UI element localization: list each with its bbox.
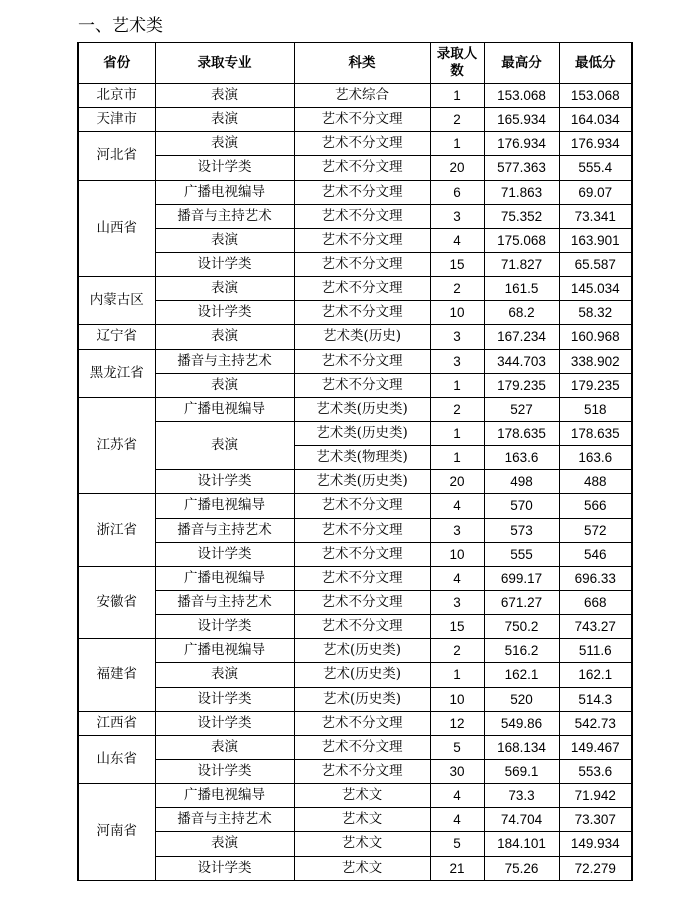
- category-cell: 艺术不分文理: [294, 252, 430, 276]
- table-row: [78, 470, 632, 494]
- major-cell: 广播电视编导: [155, 639, 294, 663]
- count-cell: 1: [430, 373, 484, 397]
- table-row: [78, 808, 632, 832]
- major-cell: 表演: [155, 325, 294, 349]
- count-cell: 4: [430, 494, 484, 518]
- category-cell: 艺术(历史类): [294, 663, 430, 687]
- major-cell: 播音与主持艺术: [155, 808, 294, 832]
- province-cell: 天津市: [78, 108, 155, 132]
- min-score-cell: 572: [559, 518, 632, 542]
- table-row: [78, 421, 632, 445]
- table-row: [78, 832, 632, 856]
- category-cell: 艺术文: [294, 784, 430, 808]
- category-cell: 艺术不分文理: [294, 277, 430, 301]
- province-cell: 山西省: [78, 180, 155, 277]
- min-score-cell: 149.934: [559, 832, 632, 856]
- table-row: [78, 735, 632, 759]
- max-score-cell: 569.1: [484, 759, 559, 783]
- max-score-cell: 516.2: [484, 639, 559, 663]
- min-score-cell: 546: [559, 542, 632, 566]
- min-score-cell: 514.3: [559, 687, 632, 711]
- min-score-cell: 58.32: [559, 301, 632, 325]
- category-cell: 艺术不分文理: [294, 759, 430, 783]
- major-cell: 播音与主持艺术: [155, 590, 294, 614]
- min-score-cell: 73.307: [559, 808, 632, 832]
- max-score-cell: 176.934: [484, 132, 559, 156]
- min-score-cell: 153.068: [559, 84, 632, 108]
- count-cell: 20: [430, 156, 484, 180]
- major-cell: 设计学类: [155, 301, 294, 325]
- max-score-cell: 573: [484, 518, 559, 542]
- category-cell: 艺术不分文理: [294, 204, 430, 228]
- max-score-cell: 671.27: [484, 590, 559, 614]
- min-score-cell: 176.934: [559, 132, 632, 156]
- major-cell: 表演: [155, 373, 294, 397]
- major-cell: 表演: [155, 228, 294, 252]
- min-score-cell: 511.6: [559, 639, 632, 663]
- header-major: 录取专业: [155, 43, 294, 84]
- max-score-cell: 71.863: [484, 180, 559, 204]
- table-row: [78, 615, 632, 639]
- table-row: [78, 132, 632, 156]
- count-cell: 20: [430, 470, 484, 494]
- min-score-cell: 179.235: [559, 373, 632, 397]
- category-cell: 艺术不分文理: [294, 373, 430, 397]
- category-cell: 艺术不分文理: [294, 566, 430, 590]
- count-cell: 3: [430, 325, 484, 349]
- min-score-cell: 149.467: [559, 735, 632, 759]
- min-score-cell: 553.6: [559, 759, 632, 783]
- max-score-cell: 555: [484, 542, 559, 566]
- category-cell: 艺术不分文理: [294, 156, 430, 180]
- table-row: [78, 325, 632, 349]
- count-cell: 3: [430, 204, 484, 228]
- min-score-cell: 518: [559, 397, 632, 421]
- province-cell: 辽宁省: [78, 325, 155, 349]
- table-row: [78, 228, 632, 252]
- category-cell: 艺术类(历史类): [294, 421, 430, 445]
- major-cell: 设计学类: [155, 856, 294, 880]
- table-row: [78, 759, 632, 783]
- province-cell: 浙江省: [78, 494, 155, 566]
- count-cell: 4: [430, 784, 484, 808]
- min-score-cell: 488: [559, 470, 632, 494]
- max-score-cell: 73.3: [484, 784, 559, 808]
- max-score-cell: 750.2: [484, 615, 559, 639]
- major-cell: 设计学类: [155, 252, 294, 276]
- min-score-cell: 743.27: [559, 615, 632, 639]
- max-score-cell: 520: [484, 687, 559, 711]
- max-score-cell: 168.134: [484, 735, 559, 759]
- count-cell: 10: [430, 301, 484, 325]
- max-score-cell: 163.6: [484, 446, 559, 470]
- min-score-cell: 162.1: [559, 663, 632, 687]
- count-cell: 1: [430, 663, 484, 687]
- major-cell: 广播电视编导: [155, 784, 294, 808]
- category-cell: 艺术文: [294, 832, 430, 856]
- category-cell: 艺术不分文理: [294, 590, 430, 614]
- table-row: [78, 397, 632, 421]
- major-cell: 播音与主持艺术: [155, 518, 294, 542]
- count-cell: 12: [430, 711, 484, 735]
- category-cell: 艺术(历史类): [294, 639, 430, 663]
- max-score-cell: 75.352: [484, 204, 559, 228]
- max-score-cell: 699.17: [484, 566, 559, 590]
- category-cell: 艺术不分文理: [294, 542, 430, 566]
- min-score-cell: 566: [559, 494, 632, 518]
- min-score-cell: 163.901: [559, 228, 632, 252]
- category-cell: 艺术不分文理: [294, 180, 430, 204]
- table-row: [78, 252, 632, 276]
- province-cell: 内蒙古区: [78, 277, 155, 325]
- min-score-cell: 65.587: [559, 252, 632, 276]
- max-score-cell: 71.827: [484, 252, 559, 276]
- major-cell: 广播电视编导: [155, 566, 294, 590]
- province-cell: 河南省: [78, 784, 155, 881]
- major-cell: 表演: [155, 108, 294, 132]
- category-cell: 艺术类(历史类): [294, 397, 430, 421]
- count-cell: 15: [430, 252, 484, 276]
- count-cell: 10: [430, 542, 484, 566]
- min-score-cell: 69.07: [559, 180, 632, 204]
- category-cell: 艺术综合: [294, 84, 430, 108]
- count-cell: 1: [430, 446, 484, 470]
- min-score-cell: 696.33: [559, 566, 632, 590]
- category-cell: 艺术不分文理: [294, 301, 430, 325]
- major-cell: 设计学类: [155, 711, 294, 735]
- min-score-cell: 71.942: [559, 784, 632, 808]
- min-score-cell: 542.73: [559, 711, 632, 735]
- max-score-cell: 549.86: [484, 711, 559, 735]
- count-cell: 4: [430, 228, 484, 252]
- header-min-score: 最低分: [559, 43, 632, 84]
- major-cell: 设计学类: [155, 759, 294, 783]
- min-score-cell: 72.279: [559, 856, 632, 880]
- table-row: [78, 301, 632, 325]
- table-row: [78, 687, 632, 711]
- major-cell: 播音与主持艺术: [155, 204, 294, 228]
- max-score-cell: 161.5: [484, 277, 559, 301]
- major-cell: 表演: [155, 663, 294, 687]
- table-row: [78, 373, 632, 397]
- header-count: 录取人数: [430, 43, 484, 84]
- count-cell: 2: [430, 639, 484, 663]
- major-cell: 设计学类: [155, 542, 294, 566]
- count-cell: 5: [430, 735, 484, 759]
- max-score-cell: 175.068: [484, 228, 559, 252]
- province-cell: 江苏省: [78, 397, 155, 494]
- table-row: [78, 566, 632, 590]
- table-row: [78, 349, 632, 373]
- major-cell: 表演: [155, 84, 294, 108]
- count-cell: 2: [430, 397, 484, 421]
- category-cell: 艺术不分文理: [294, 735, 430, 759]
- province-cell: 河北省: [78, 132, 155, 180]
- max-score-cell: 570: [484, 494, 559, 518]
- max-score-cell: 498: [484, 470, 559, 494]
- category-cell: 艺术类(物理类): [294, 446, 430, 470]
- major-cell: 设计学类: [155, 156, 294, 180]
- category-cell: 艺术不分文理: [294, 108, 430, 132]
- min-score-cell: 668: [559, 590, 632, 614]
- header-row: [78, 43, 632, 84]
- category-cell: 艺术不分文理: [294, 132, 430, 156]
- table-row: [78, 277, 632, 301]
- count-cell: 10: [430, 687, 484, 711]
- max-score-cell: 167.234: [484, 325, 559, 349]
- major-cell: 设计学类: [155, 615, 294, 639]
- category-cell: 艺术不分文理: [294, 518, 430, 542]
- category-cell: 艺术文: [294, 808, 430, 832]
- max-score-cell: 165.934: [484, 108, 559, 132]
- major-cell: 表演: [155, 832, 294, 856]
- major-cell: 广播电视编导: [155, 180, 294, 204]
- count-cell: 3: [430, 518, 484, 542]
- major-cell: 表演: [155, 277, 294, 301]
- max-score-cell: 184.101: [484, 832, 559, 856]
- count-cell: 4: [430, 566, 484, 590]
- table-row: [78, 84, 632, 108]
- max-score-cell: 344.703: [484, 349, 559, 373]
- table-row: [78, 856, 632, 880]
- min-score-cell: 178.635: [559, 421, 632, 445]
- max-score-cell: 75.26: [484, 856, 559, 880]
- min-score-cell: 163.6: [559, 446, 632, 470]
- min-score-cell: 164.034: [559, 108, 632, 132]
- category-cell: 艺术不分文理: [294, 349, 430, 373]
- category-cell: 艺术(历史类): [294, 687, 430, 711]
- section-heading: 一、艺术类: [78, 16, 163, 36]
- header-max-score: 最高分: [484, 43, 559, 84]
- count-cell: 1: [430, 421, 484, 445]
- major-cell: 表演: [155, 421, 294, 469]
- province-cell: 江西省: [78, 711, 155, 735]
- major-cell: 表演: [155, 132, 294, 156]
- max-score-cell: 68.2: [484, 301, 559, 325]
- table-row: [78, 590, 632, 614]
- min-score-cell: 145.034: [559, 277, 632, 301]
- table-body: [78, 84, 632, 881]
- table-row: [78, 180, 632, 204]
- category-cell: 艺术不分文理: [294, 228, 430, 252]
- category-cell: 艺术类(历史类): [294, 470, 430, 494]
- max-score-cell: 74.704: [484, 808, 559, 832]
- category-cell: 艺术不分文理: [294, 494, 430, 518]
- min-score-cell: 555.4: [559, 156, 632, 180]
- max-score-cell: 179.235: [484, 373, 559, 397]
- max-score-cell: 162.1: [484, 663, 559, 687]
- admission-table: [77, 42, 633, 881]
- table-row: [78, 156, 632, 180]
- major-cell: 表演: [155, 735, 294, 759]
- category-cell: 艺术文: [294, 856, 430, 880]
- table-row: [78, 518, 632, 542]
- header-category: 科类: [294, 43, 430, 84]
- table-row: [78, 494, 632, 518]
- table-row: [78, 784, 632, 808]
- table-row: [78, 711, 632, 735]
- count-cell: 1: [430, 84, 484, 108]
- table-row: [78, 639, 632, 663]
- min-score-cell: 338.902: [559, 349, 632, 373]
- major-cell: 广播电视编导: [155, 397, 294, 421]
- table-row: [78, 204, 632, 228]
- province-cell: 福建省: [78, 639, 155, 711]
- count-cell: 15: [430, 615, 484, 639]
- table-row: [78, 542, 632, 566]
- province-cell: 黑龙江省: [78, 349, 155, 397]
- min-score-cell: 160.968: [559, 325, 632, 349]
- max-score-cell: 527: [484, 397, 559, 421]
- count-cell: 3: [430, 590, 484, 614]
- count-cell: 2: [430, 108, 484, 132]
- count-cell: 2: [430, 277, 484, 301]
- max-score-cell: 577.363: [484, 156, 559, 180]
- count-cell: 30: [430, 759, 484, 783]
- count-cell: 3: [430, 349, 484, 373]
- table-row: [78, 108, 632, 132]
- max-score-cell: 178.635: [484, 421, 559, 445]
- province-cell: 安徽省: [78, 566, 155, 638]
- min-score-cell: 73.341: [559, 204, 632, 228]
- category-cell: 艺术不分文理: [294, 711, 430, 735]
- header-province: 省份: [78, 43, 155, 84]
- max-score-cell: 153.068: [484, 84, 559, 108]
- major-cell: 广播电视编导: [155, 494, 294, 518]
- province-cell: 山东省: [78, 735, 155, 783]
- category-cell: 艺术类(历史): [294, 325, 430, 349]
- major-cell: 设计学类: [155, 687, 294, 711]
- count-cell: 21: [430, 856, 484, 880]
- count-cell: 1: [430, 132, 484, 156]
- count-cell: 6: [430, 180, 484, 204]
- province-cell: 北京市: [78, 84, 155, 108]
- major-cell: 播音与主持艺术: [155, 349, 294, 373]
- count-cell: 5: [430, 832, 484, 856]
- major-cell: 设计学类: [155, 470, 294, 494]
- category-cell: 艺术不分文理: [294, 615, 430, 639]
- table-row: [78, 663, 632, 687]
- count-cell: 4: [430, 808, 484, 832]
